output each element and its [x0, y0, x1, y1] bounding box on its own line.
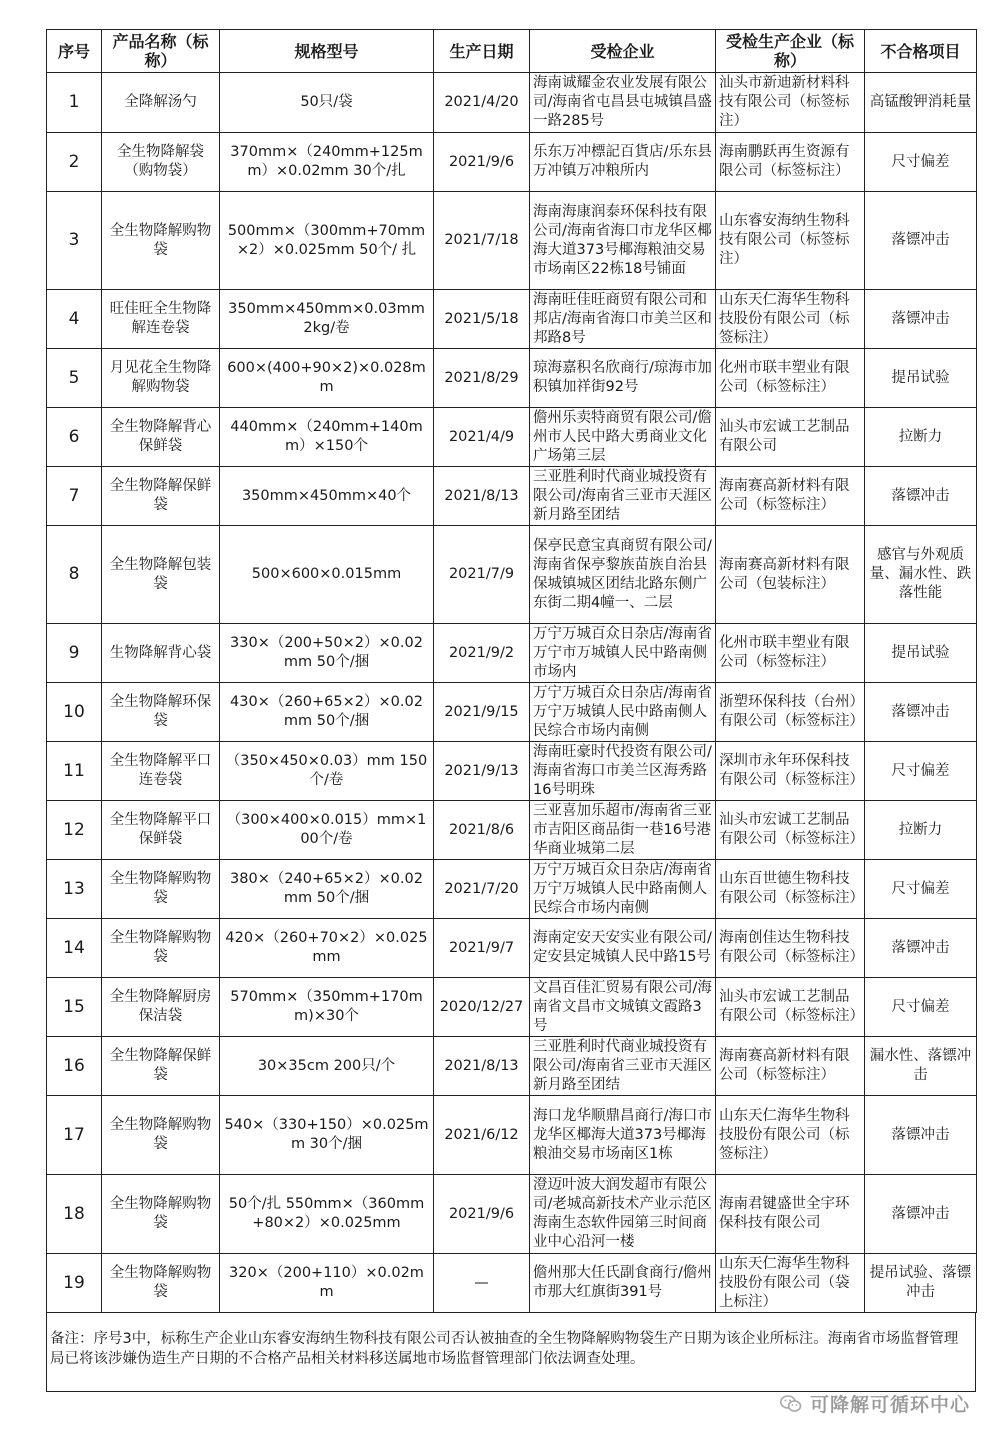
cell-no: 14	[47, 919, 102, 978]
cell-spec: 330×（200+50×2）×0.02mm 50个/捆	[220, 624, 434, 683]
cell-failed-item: 拉断力	[865, 408, 977, 467]
cell-date: 2021/9/13	[434, 742, 530, 801]
cell-company: 万宁万城百众日杂店/海南省万宁市万城镇人民中路南侧市场内	[530, 624, 716, 683]
cell-no: 16	[47, 1037, 102, 1096]
cell-product-name: 全降解汤勺	[102, 73, 220, 133]
cell-failed-item: 落镖冲击	[865, 1175, 977, 1254]
cell-maker: 山东天仁海华生物科技股份有限公司（标签标注）	[716, 290, 865, 349]
cell-company: 儋州那大任氏副食商行/儋州市那大红旗街391号	[530, 1254, 716, 1313]
cell-company: 海口龙华顺鼎昌商行/海口市龙华区椰海大道373号椰海粮油交易市场南区1栋	[530, 1096, 716, 1175]
header-spec: 规格型号	[220, 30, 434, 73]
cell-product-name: 旺佳旺全生物降解连卷袋	[102, 290, 220, 349]
table-header-row	[47, 30, 977, 73]
table-row	[47, 683, 977, 742]
cell-maker: 海南君键盛世全宇环保科技有限公司	[716, 1175, 865, 1254]
cell-product-name: 全生物降解厨房保洁袋	[102, 978, 220, 1037]
cell-company: 琼海嘉积名欣商行/琼海市加积镇加祥街92号	[530, 349, 716, 408]
cell-maker: 山东天仁海华生物科技股份有限公司（标签标注）	[716, 1096, 865, 1175]
cell-no: 1	[47, 73, 102, 133]
cell-maker: 浙塑环保科技（台州）有限公司（标签标注）	[716, 683, 865, 742]
cell-company: 儋州乐卖特商贸有限公司/儋州市人民中路大勇商业文化广场第三层	[530, 408, 716, 467]
cell-no: 5	[47, 349, 102, 408]
table-row	[47, 526, 977, 624]
cell-failed-item: 尺寸偏差	[865, 133, 977, 192]
watermark-text: 可降解可循环中心	[809, 1394, 970, 1416]
cell-no: 2	[47, 133, 102, 192]
cell-spec: 570mm×（350mm+170mm)×30个	[220, 978, 434, 1037]
cell-product-name: 全生物降解平口保鲜袋	[102, 801, 220, 860]
cell-maker: 汕头市宏诚工艺制品有限公司（标签标注）	[716, 978, 865, 1037]
cell-no: 19	[47, 1254, 102, 1313]
table-row	[47, 624, 977, 683]
cell-date: 2021/6/12	[434, 1096, 530, 1175]
cell-date: 2021/7/20	[434, 860, 530, 919]
watermark	[780, 1390, 970, 1417]
cell-maker: 汕头市新迪新材料科技有限公司（标签标注）	[716, 73, 865, 133]
table-row	[47, 192, 977, 290]
cell-date: 2020/12/27	[434, 978, 530, 1037]
cell-no: 4	[47, 290, 102, 349]
table-row	[47, 1175, 977, 1254]
cell-company: 三亚胜利时代商业城投资有限公司/海南省三亚市天涯区新月路至团结	[530, 467, 716, 526]
cell-date: 2021/8/13	[434, 1037, 530, 1096]
cell-failed-item: 尺寸偏差	[865, 978, 977, 1037]
cell-maker: 山东百世德生物科技有限公司（标签标注）	[716, 860, 865, 919]
cell-no: 9	[47, 624, 102, 683]
cell-date: —	[434, 1254, 530, 1313]
header-no: 序号	[47, 30, 102, 73]
cell-date: 2021/9/6	[434, 133, 530, 192]
cell-product-name: 全生物降解保鲜袋	[102, 1037, 220, 1096]
table-row	[47, 1096, 977, 1175]
cell-product-name: 全生物降解购物袋	[102, 1096, 220, 1175]
wechat-icon	[780, 1395, 802, 1413]
cell-date: 2021/8/6	[434, 801, 530, 860]
cell-failed-item: 落镖冲击	[865, 1096, 977, 1175]
nonconforming-products-table	[46, 29, 977, 1313]
cell-company: 保亭民意宝真商贸有限公司/海南省保亭黎族苗族自治县保城镇城区团结北路东侧广东街二期4幢一、二层	[530, 526, 716, 624]
cell-company: 乐东万冲標記百貨店/乐东县万冲镇万冲粮所内	[530, 133, 716, 192]
cell-maker: 汕头市宏诚工艺制品有限公司（标签标注）	[716, 801, 865, 860]
header-product-name: 产品名称（标称）	[102, 30, 220, 73]
cell-date: 2021/8/13	[434, 467, 530, 526]
cell-company: 海南诚耀金农业发展有限公司/海南省屯昌县屯城镇昌盛一路285号	[530, 73, 716, 133]
cell-date: 2021/9/6	[434, 1175, 530, 1254]
cell-product-name: 全生物降解购物袋	[102, 1254, 220, 1313]
table-row	[47, 742, 977, 801]
table-row	[47, 73, 977, 133]
cell-date: 2021/5/18	[434, 290, 530, 349]
cell-failed-item: 落镖冲击	[865, 290, 977, 349]
cell-company: 海南定安天安实业有限公司/定安县定城镇人民中路15号	[530, 919, 716, 978]
cell-company: 三亚喜加乐超市/海南省三亚市吉阳区商品街一巷16号港华商业城第二层	[530, 801, 716, 860]
cell-company: 海南旺豪时代投资有限公司/海南省海口市美兰区海秀路16号明珠	[530, 742, 716, 801]
cell-no: 11	[47, 742, 102, 801]
cell-maker: 海南鹏跃再生资源有限公司（标签标注）	[716, 133, 865, 192]
cell-failed-item: 提吊试验、落镖冲击	[865, 1254, 977, 1313]
cell-no: 12	[47, 801, 102, 860]
cell-product-name: 全生物降解购物袋	[102, 860, 220, 919]
report-table-container	[46, 29, 976, 1392]
cell-product-name: 生物降解背心袋	[102, 624, 220, 683]
cell-failed-item: 落镖冲击	[865, 467, 977, 526]
cell-maker: 海南创佳达生物科技有限公司（标签标注）	[716, 919, 865, 978]
table-row	[47, 860, 977, 919]
cell-maker: 汕头市宏诚工艺制品有限公司	[716, 408, 865, 467]
cell-product-name: 全生物降解环保袋	[102, 683, 220, 742]
footnote: 备注：序号3中，标称生产企业山东睿安海纳生物科技有限公司否认被抽查的全生物降解购物袋生产日期为该企业所标注。海南省市场监督管理局已将该涉嫌伪造生产日期的不合格产品相关材料移送属地市场监督管理部门依法调查处理。	[46, 1313, 976, 1392]
cell-date: 2021/4/9	[434, 408, 530, 467]
cell-no: 8	[47, 526, 102, 624]
cell-date: 2021/4/20	[434, 73, 530, 133]
table-row	[47, 408, 977, 467]
cell-date: 2021/7/9	[434, 526, 530, 624]
cell-product-name: 全生物降解平口连卷袋	[102, 742, 220, 801]
cell-no: 3	[47, 192, 102, 290]
cell-spec: 420×（260+70×2）×0.025mm	[220, 919, 434, 978]
cell-failed-item: 落镖冲击	[865, 919, 977, 978]
cell-spec: 50个/扎 550mm×（360mm+80×2）×0.025mm	[220, 1175, 434, 1254]
table-row	[47, 349, 977, 408]
table-row	[47, 1037, 977, 1096]
cell-maker: 山东睿安海纳生物科技有限公司（标签标注）	[716, 192, 865, 290]
cell-company: 海南海康润泰环保科技有限公司/海南省海口市龙华区椰海大道373号椰海粮油交易市场南区22栋18号铺面	[530, 192, 716, 290]
cell-company: 海南旺佳旺商贸有限公司和邦店/海南省海口市美兰区和邦路8号	[530, 290, 716, 349]
cell-no: 13	[47, 860, 102, 919]
cell-failed-item: 高锰酸钾消耗量	[865, 73, 977, 133]
header-failed-item: 不合格项目	[865, 30, 977, 73]
cell-maker: 深圳市永年环保科技有限公司（标签标注）	[716, 742, 865, 801]
cell-date: 2021/9/7	[434, 919, 530, 978]
cell-maker: 海南赛高新材料有限公司（包装标注）	[716, 526, 865, 624]
header-date: 生产日期	[434, 30, 530, 73]
cell-company: 万宁万城百众日杂店/海南省万宁万城镇人民中路南侧人民综合市场内南侧	[530, 683, 716, 742]
cell-spec: 50只/袋	[220, 73, 434, 133]
cell-failed-item: 落镖冲击	[865, 192, 977, 290]
header-company: 受检企业	[530, 30, 716, 73]
cell-maker: 化州市联丰塑业有限公司（标签标注）	[716, 349, 865, 408]
cell-spec: （350×450×0.03）mm 150个/卷	[220, 742, 434, 801]
cell-product-name: 全生物降解背心保鲜袋	[102, 408, 220, 467]
cell-failed-item: 尺寸偏差	[865, 860, 977, 919]
cell-no: 6	[47, 408, 102, 467]
cell-maker: 化州市联丰塑业有限公司（标签标注）	[716, 624, 865, 683]
cell-product-name: 月见花全生物降解购物袋	[102, 349, 220, 408]
cell-date: 2021/9/15	[434, 683, 530, 742]
cell-product-name: 全生物降解购物袋	[102, 1175, 220, 1254]
cell-maker: 海南赛高新材料有限公司（标签标注）	[716, 1037, 865, 1096]
cell-product-name: 全生物降解购物袋	[102, 919, 220, 978]
cell-company: 三亚胜利时代商业城投资有限公司/海南省三亚市天涯区新月路至团结	[530, 1037, 716, 1096]
cell-spec: （300×400×0.015）mm×100个/卷	[220, 801, 434, 860]
cell-product-name: 全生物降解保鲜袋	[102, 467, 220, 526]
cell-failed-item: 漏水性、落镖冲击	[865, 1037, 977, 1096]
cell-spec: 380×（240+65×2）×0.02mm 50个/捆	[220, 860, 434, 919]
cell-company: 澄迈叶波大润发超市有限公司/老城高新技术产业示范区海南生态软件园第三时间商业中心沿河一楼	[530, 1175, 716, 1254]
cell-no: 18	[47, 1175, 102, 1254]
cell-failed-item: 提吊试验	[865, 624, 977, 683]
cell-spec: 370mm×（240mm+125mm）×0.02mm 30个/扎	[220, 133, 434, 192]
cell-spec: 320×（200+110）×0.02mm	[220, 1254, 434, 1313]
cell-failed-item: 落镖冲击	[865, 683, 977, 742]
table-row	[47, 1254, 977, 1313]
cell-spec: 350mm×450mm×0.03mm 2kg/卷	[220, 290, 434, 349]
table-row	[47, 133, 977, 192]
table-row	[47, 801, 977, 860]
table-row	[47, 290, 977, 349]
cell-spec: 440mm×（240mm+140mm）×150个	[220, 408, 434, 467]
cell-product-name: 全生物降解包装袋	[102, 526, 220, 624]
cell-product-name: 全生物降解袋（购物袋）	[102, 133, 220, 192]
cell-failed-item: 尺寸偏差	[865, 742, 977, 801]
cell-spec: 540×（330+150）×0.025mm 30个/捆	[220, 1096, 434, 1175]
cell-no: 15	[47, 978, 102, 1037]
cell-maker: 山东天仁海华生物科技股份有限公司（袋上标注）	[716, 1254, 865, 1313]
cell-spec: 500×600×0.015mm	[220, 526, 434, 624]
cell-no: 10	[47, 683, 102, 742]
cell-no: 7	[47, 467, 102, 526]
cell-date: 2021/7/18	[434, 192, 530, 290]
cell-spec: 600×(400+90×2)×0.028mm	[220, 349, 434, 408]
cell-spec: 430×（260+65×2）×0.02mm 50个/捆	[220, 683, 434, 742]
table-row	[47, 467, 977, 526]
cell-product-name: 全生物降解购物袋	[102, 192, 220, 290]
cell-spec: 30×35cm 200只/个	[220, 1037, 434, 1096]
cell-company: 万宁万城百众日杂店/海南省万宁万城镇人民中路南侧人民综合市场内南侧	[530, 860, 716, 919]
cell-date: 2021/9/2	[434, 624, 530, 683]
header-maker: 受检生产企业（标称）	[716, 30, 865, 73]
cell-failed-item: 拉断力	[865, 801, 977, 860]
cell-spec: 500mm×（300mm+70mm×2）×0.025mm 50个/ 扎	[220, 192, 434, 290]
table-row	[47, 978, 977, 1037]
table-row	[47, 919, 977, 978]
cell-date: 2021/8/29	[434, 349, 530, 408]
cell-maker: 海南赛高新材料有限公司（标签标注）	[716, 467, 865, 526]
cell-failed-item: 提吊试验	[865, 349, 977, 408]
cell-company: 文昌百佳汇贸易有限公司/海南省文昌市文城镇文霞路3号	[530, 978, 716, 1037]
cell-no: 17	[47, 1096, 102, 1175]
cell-spec: 350mm×450mm×40个	[220, 467, 434, 526]
cell-failed-item: 感官与外观质量、漏水性、跌落性能	[865, 526, 977, 624]
